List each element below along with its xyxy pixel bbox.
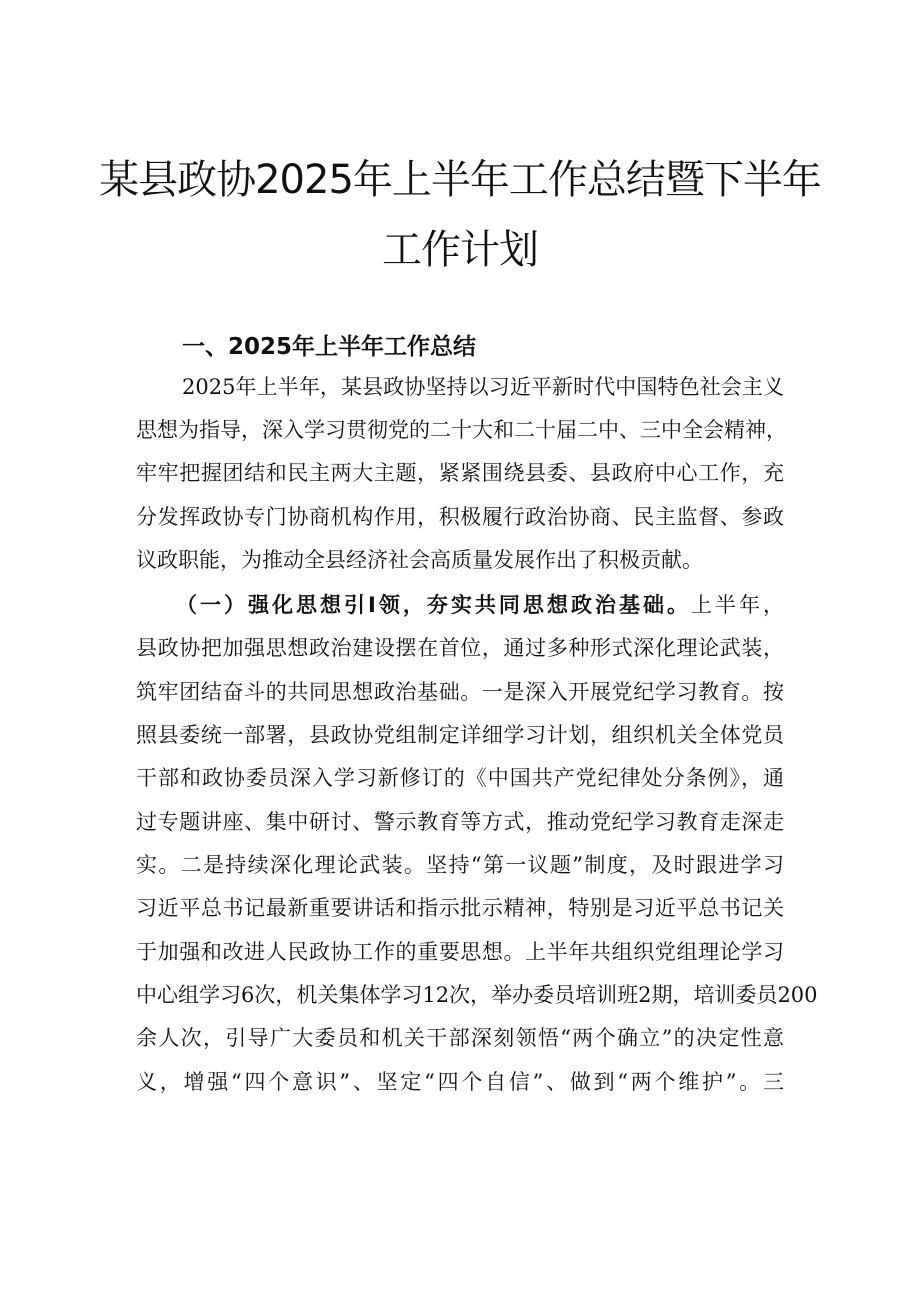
paragraph-line: 义，增强“四个意识”、坚定“四个自信”、做到“两个维护”。三 [136, 1070, 784, 1094]
paragraph-line: 过专题讲座、集中研讨、警示教育等方式，推动党纪学习教育走深走 [136, 810, 784, 834]
paragraph-line: 余人次，引导广大委员和机关干部深刻领悟“两个确立”的决定性意 [136, 1026, 784, 1050]
subsection-first-line [176, 590, 784, 620]
paragraph-line: 牢牢把握团结和民主两大主题，紧紧围绕县委、县政府中心工作，充 [136, 461, 784, 485]
section-heading: 一、2025年上半年工作总结 [182, 334, 477, 360]
paragraph-line: 2025年上半年，某县政协坚持以习近平新时代中国特色社会主义 [182, 375, 784, 399]
document-title-line-1: 某县政协2025年上半年工作总结暨下半年 [99, 157, 821, 203]
paragraph-line: 筑牢团结奋斗的共同思想政治基础。一是深入开展党纪学习教育。按 [136, 680, 784, 704]
paragraph-line: 于加强和改进人民政协工作的重要思想。上半年共组织党组理论学习 [136, 940, 784, 964]
paragraph-line: 思想为指导，深入学习贯彻党的二十大和二十届二中、三中全会精神， [136, 418, 787, 442]
paragraph-line: 干部和政协委员深入学习新修订的《中国共产党纪律处分条例》，通 [136, 766, 784, 790]
subsection-heading: （一）强化思想引I领，夯实共同思想政治基础。 [176, 593, 691, 617]
document-title-line-2: 工作计划 [382, 227, 538, 273]
paragraph-line: 实。二是持续深化理论武装。坚持“第一议题”制度，及时跟进学习 [136, 853, 784, 877]
paragraph-line: 县政协把加强思想政治建设摆在首位，通过多种形式深化理论武装， [136, 636, 784, 660]
paragraph-line: 照县委统一部署，县政协党组制定详细学习计划，组织机关全体党员 [136, 723, 784, 747]
paragraph-line: 议政职能，为推动全县经济社会高质量发展作出了积极贡献。 [136, 548, 703, 572]
paragraph-line: 分发挥政协专门协商机构作用，积极履行政治协商、民主监督、参政 [136, 505, 784, 529]
paragraph-line: 习近平总书记最新重要讲话和指示批示精神，特别是习近平总书记关 [136, 896, 784, 920]
subsection-first-line-text: 上半年， [690, 593, 785, 617]
paragraph-line: 中心组学习6次，机关集体学习12次，举办委员培训班2期，培训委员200 [136, 983, 818, 1007]
